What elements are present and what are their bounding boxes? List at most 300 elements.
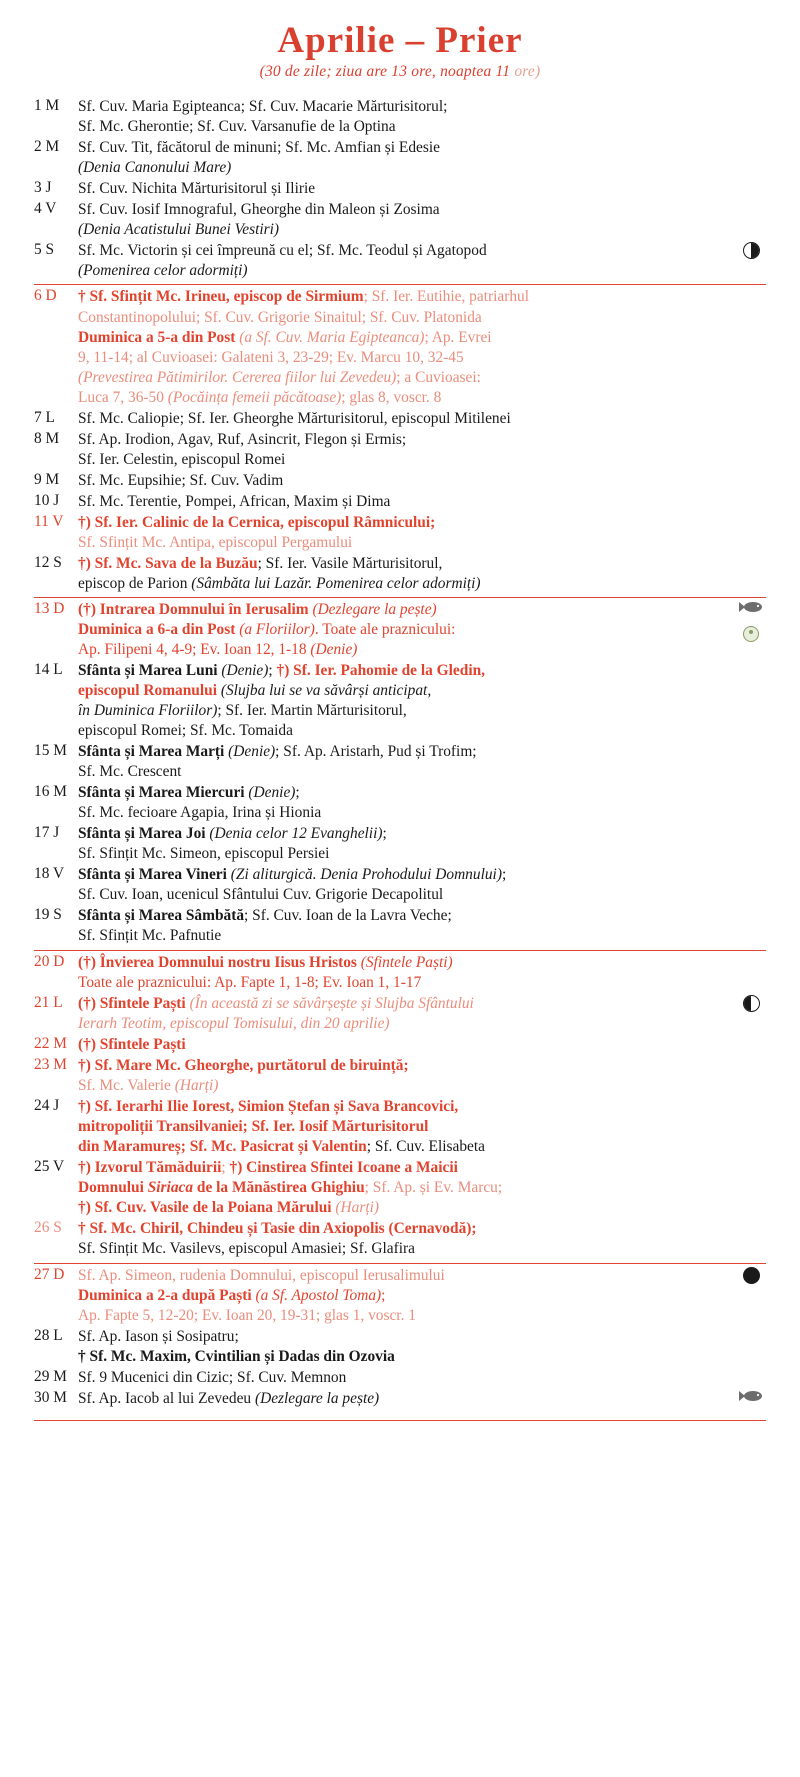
day-icon-cell — [736, 471, 766, 492]
entry-line — [78, 554, 736, 574]
day-entry-text — [78, 742, 736, 783]
entry-segment: Sf. Sfințit Mc. Vasilevs, episcopul Amasiei; Sf. Glafira — [78, 1240, 415, 1258]
entry-segment: (†) Intrarea Domnului în Ierusalim — [78, 601, 313, 619]
entry-segment: (a Floriilor) — [239, 621, 315, 639]
entry-segment: (În această zi se săvârșește și Slujba Sfântului — [189, 995, 474, 1013]
entry-segment: Siriaca — [147, 1179, 197, 1197]
calendar-table — [34, 97, 766, 1410]
day-number: 22 M — [34, 1035, 67, 1053]
calendar-day-row[interactable] — [34, 97, 766, 138]
day-entry-text — [78, 97, 736, 138]
day-entry-text — [78, 1389, 736, 1410]
entry-segment: †) Sf. Cuv. Vasile de la Poiana Mărului — [78, 1199, 336, 1217]
entry-line — [78, 844, 736, 864]
day-entry-text — [78, 953, 736, 994]
day-icon-cell — [736, 865, 766, 906]
entry-segment: de la Mănăstirea Ghighiu — [196, 1179, 365, 1197]
day-number: 4 V — [34, 199, 57, 217]
day-number: 21 L — [34, 994, 63, 1012]
entry-line — [78, 117, 736, 137]
entry-segment: în Duminica Floriilor) — [78, 702, 218, 720]
day-icon-cell — [736, 200, 766, 241]
entry-segment: Sf. Mc. Caliopie; Sf. Ier. Gheorghe Mărturisitorul, episcopul Mitilenei — [78, 409, 511, 427]
entry-line — [78, 158, 736, 178]
subtitle-text: (30 de zile; ziua are 13 ore, noaptea 11 — [259, 62, 515, 80]
entry-line — [78, 600, 736, 620]
entry-line — [78, 471, 736, 491]
entry-segment: Sf. Mc. Valerie — [78, 1077, 175, 1095]
entry-segment: (Sfintele Paști) — [360, 953, 453, 971]
day-entry-text — [78, 200, 736, 241]
entry-segment: din Maramureș; Sf. Mc. Pasicrat și Valentin — [78, 1138, 367, 1156]
day-icon-cell — [736, 1056, 766, 1097]
day-entry-text — [78, 661, 736, 742]
day-icon-cell — [736, 1368, 766, 1389]
entry-segment: (†) Sfintele Paști — [78, 995, 190, 1013]
day-icon-cell — [736, 1097, 766, 1158]
entry-line — [78, 1306, 736, 1326]
entry-segment: ; — [221, 1159, 230, 1177]
day-icon-cell — [736, 97, 766, 138]
day-entry-text — [78, 409, 736, 430]
day-icon-cell — [736, 179, 766, 200]
entry-line — [78, 1266, 736, 1286]
entry-line — [78, 241, 736, 261]
day-icon-cell — [736, 1327, 766, 1368]
separator-rule — [34, 597, 766, 598]
entry-segment: Ap. Fapte 5, 12-20; Ev. Ioan 20, 19-31; glas 1, voscr. 1 — [78, 1306, 416, 1324]
calendar-day-row[interactable] — [34, 1266, 766, 1327]
entry-segment: Sf. Ap. Simeon, rudenia Domnului, episcopul Ierusalimului — [78, 1266, 445, 1284]
entry-segment: Luca 7, 36-50 — [78, 388, 168, 406]
entry-segment: Sfânta și Marea Vineri — [78, 866, 231, 884]
fish-icon — [739, 601, 763, 613]
day-icon-cell — [736, 1158, 766, 1219]
calendar-day-row[interactable] — [34, 1056, 766, 1097]
day-entry-text — [78, 179, 736, 200]
day-icon-cell — [736, 824, 766, 865]
day-icon-cell — [736, 1219, 766, 1260]
entry-segment: (Denia Canonului Mare) — [78, 158, 232, 176]
entry-line — [78, 138, 736, 158]
entry-segment: Sfânta și Marea Sâmbătă — [78, 907, 245, 925]
entry-line — [78, 1286, 736, 1306]
entry-segment: Sf. Mc. Gherontie; Sf. Cuv. Varsanufie de la Optina — [78, 117, 396, 135]
entry-segment: Sfânta și Marea Marți — [78, 743, 229, 761]
entry-segment: episcopul Romanului — [78, 682, 221, 700]
day-entry-text — [78, 906, 736, 947]
entry-segment: Sf. Ap. Irodion, Agav, Ruf, Asincrit, Flegon și Ermis; — [78, 430, 407, 448]
entry-segment: ; glas 8, voscr. 8 — [341, 388, 442, 406]
entry-segment: (a Sf. Apostol Toma) — [255, 1286, 382, 1304]
day-number: 24 J — [34, 1097, 60, 1115]
subtitle-text-faded: ore) — [514, 62, 541, 80]
separator-rule — [34, 950, 766, 951]
entry-segment: (Zi aliturgică. Denia Prohodului Domnului) — [230, 866, 502, 884]
day-number: 17 J — [34, 824, 60, 842]
entry-segment: (†) Sfintele Paști — [78, 1036, 186, 1054]
day-entry-text — [78, 783, 736, 824]
entry-line — [78, 308, 736, 328]
entry-segment: ; Ap. Evrei — [424, 328, 492, 346]
page-title — [34, 22, 766, 61]
fish-icon — [739, 1390, 763, 1402]
moon-phase-icon — [743, 995, 760, 1012]
day-number: 28 L — [34, 1326, 63, 1344]
day-icon-cell — [736, 138, 766, 179]
day-icon-cell — [736, 661, 766, 742]
entry-segment: Ierarh Teotim, episcopul Tomisului, din 20 aprilie) — [78, 1015, 390, 1033]
entry-segment: Sf. Mc. Eupsihie; Sf. Cuv. Vadim — [78, 471, 284, 489]
day-icon-cell — [736, 783, 766, 824]
entry-line — [78, 179, 736, 199]
calendar-day-row[interactable] — [34, 430, 766, 471]
entry-segment: (Harți) — [335, 1199, 380, 1217]
day-number: 19 S — [34, 906, 62, 924]
entry-segment: Sf. Cuv. Nichita Mărturisitorul și Ilirie — [78, 179, 316, 197]
day-entry-text — [78, 513, 736, 554]
entry-line — [78, 994, 736, 1014]
entry-line — [78, 97, 736, 117]
entry-line — [78, 409, 736, 429]
calendar-day-row[interactable] — [34, 179, 766, 200]
entry-segment: Sf. Sfințit Mc. Simeon, episcopul Persiei — [78, 845, 330, 863]
day-number: 16 M — [34, 783, 67, 801]
entry-segment: episcop de Parion — [78, 574, 192, 592]
entry-segment: (Denia celor 12 Evanghelii) — [209, 825, 383, 843]
entry-segment: Sf. Cuv. Tit, făcătorul de minuni; Sf. Mc. Amfian și Edesie — [78, 138, 440, 156]
entry-line — [78, 1056, 736, 1076]
entry-line — [78, 906, 736, 926]
entry-segment: Sf. Ier. Celestin, episcopul Romei — [78, 450, 286, 468]
entry-line — [78, 220, 736, 240]
entry-segment: †) Sf. Mare Mc. Gheorghe, purtătorul de biruință; — [78, 1057, 409, 1075]
entry-segment: Duminica a 5-a din Post — [78, 328, 240, 346]
calendar-day-row[interactable] — [34, 1389, 766, 1410]
entry-segment: Sf. Mc. Victorin și cei împreună cu el; Sf. Mc. Teodul și Agatopod — [78, 241, 487, 259]
entry-segment: Toate ale praznicului: Ap. Fapte 1, 1-8; Ev. Ioan 1, 1-17 — [78, 974, 422, 991]
day-number: 9 M — [34, 470, 60, 488]
entry-segment: Duminica a 6-a din Post — [78, 621, 240, 639]
entry-segment: †) Sf. Mc. Sava de la Buzău — [78, 554, 258, 572]
entry-segment: ; Sf. Ier. Martin Mărturisitorul, — [217, 702, 407, 720]
bottom-rule — [34, 1420, 766, 1421]
calendar-day-row[interactable] — [34, 783, 766, 824]
entry-line — [78, 1368, 736, 1388]
entry-line — [78, 681, 736, 701]
calendar-day-row[interactable] — [34, 824, 766, 865]
entry-line — [78, 953, 736, 973]
calendar-day-row[interactable] — [34, 865, 766, 906]
entry-segment: † Sf. Sfințit Mc. Irineu, episcop de Sirmium — [78, 288, 364, 306]
entry-line — [78, 1076, 736, 1096]
calendar-day-row[interactable] — [34, 471, 766, 492]
day-icon-cell — [736, 906, 766, 947]
calendar-day-row[interactable] — [34, 513, 766, 554]
calendar-day-row[interactable] — [34, 200, 766, 241]
day-icon-cell — [736, 492, 766, 513]
day-entry-text — [78, 1219, 736, 1260]
entry-segment: Sf. Cuv. Maria Egipteanca; Sf. Cuv. Macarie Mărturisitorul; — [78, 97, 448, 115]
entry-segment: Sf. Cuv. Iosif Imnograful, Gheorghe din Maleon și Zosima — [78, 200, 440, 218]
separator-rule — [34, 284, 766, 285]
calendar-day-row[interactable] — [34, 409, 766, 430]
day-icon-cell — [736, 513, 766, 554]
calendar-day-row[interactable] — [34, 742, 766, 783]
separator-rule — [34, 1263, 766, 1264]
entry-segment: (Harți) — [174, 1077, 219, 1095]
entry-line — [78, 620, 736, 640]
entry-segment: ; Sf. Cuv. Ioan de la Lavra Veche; — [244, 907, 452, 925]
day-number: 13 D — [34, 600, 65, 618]
entry-segment: ; Sf. Cuv. Elisabeta — [366, 1138, 485, 1156]
entry-line — [78, 926, 736, 946]
entry-line — [78, 783, 736, 803]
calendar-day-row[interactable] — [34, 1035, 766, 1056]
entry-line — [78, 574, 736, 594]
entry-line — [78, 1097, 736, 1117]
day-entry-text — [78, 865, 736, 906]
entry-segment: ; — [268, 662, 277, 680]
day-icon-cell — [736, 430, 766, 471]
entry-segment: Sf. Mc. Terentie, Pompei, African, Maxim și Dima — [78, 492, 391, 510]
day-entry-text — [78, 287, 736, 408]
entry-line — [78, 513, 736, 533]
entry-line — [78, 973, 736, 993]
day-number: 2 M — [34, 137, 60, 155]
entry-line — [78, 1389, 736, 1409]
entry-segment: ; — [382, 825, 387, 843]
day-entry-text — [78, 241, 736, 282]
entry-line — [78, 640, 736, 660]
day-icon-cell — [736, 409, 766, 430]
title-month: Aprilie — [277, 20, 396, 61]
entry-line — [78, 388, 736, 408]
day-entry-text — [78, 1327, 736, 1368]
entry-segment: (a Sf. Cuv. Maria Egipteanca) — [239, 328, 425, 346]
entry-segment: Sf. Sfințit Mc. Antipa, episcopul Pergamului — [78, 533, 353, 551]
entry-line — [78, 1198, 736, 1218]
day-entry-text — [78, 492, 736, 513]
calendar-day-row[interactable] — [34, 1368, 766, 1389]
entry-segment: (Denie) — [221, 662, 269, 680]
moon-phase-icon — [743, 1267, 760, 1284]
entry-segment: ; Sf. Ap. și Ev. Marcu; — [364, 1179, 503, 1197]
entry-segment: Sf. Mc. Crescent — [78, 763, 182, 781]
calendar-body — [34, 97, 766, 1410]
day-entry-text — [78, 1056, 736, 1097]
day-number: 12 S — [34, 553, 62, 571]
entry-line — [78, 742, 736, 762]
day-entry-text — [78, 1158, 736, 1219]
entry-segment: ; Sf. Ier. Vasile Mărturisitorul, — [257, 554, 443, 572]
entry-segment: †) Izvorul Tămăduirii — [78, 1159, 222, 1177]
day-number: 25 V — [34, 1158, 65, 1176]
calendar-day-row[interactable] — [34, 554, 766, 595]
entry-line — [78, 1178, 736, 1198]
day-number: 8 M — [34, 429, 60, 447]
day-icon-cell — [736, 953, 766, 994]
entry-segment: ; — [381, 1286, 386, 1304]
day-number: 5 S — [34, 240, 55, 258]
entry-line — [78, 1347, 736, 1367]
day-number: 14 L — [34, 661, 63, 679]
entry-line — [78, 200, 736, 220]
entry-line — [78, 492, 736, 512]
entry-segment: 9, 11-14; al Cuvioasei: Galateni 3, 23-29; Ev. Marcu 10, 32-45 — [78, 348, 464, 366]
day-number: 6 D — [34, 287, 57, 305]
calendar-day-row[interactable] — [34, 1158, 766, 1219]
entry-segment: Constantinopolului; Sf. Cuv. Grigorie Sinaitul; Sf. Cuv. Platonida — [78, 308, 482, 326]
day-entry-text — [78, 1035, 736, 1056]
day-entry-text — [78, 430, 736, 471]
entry-segment: Sf. Mc. fecioare Agapia, Irina și Hionia — [78, 804, 322, 822]
day-icon-cell — [736, 742, 766, 783]
entry-line — [78, 1035, 736, 1055]
entry-segment: ; — [501, 866, 507, 884]
moon-phase-icon — [743, 242, 760, 259]
entry-line — [78, 865, 736, 885]
day-entry-text — [78, 1097, 736, 1158]
day-number: 1 M — [34, 96, 60, 114]
entry-line — [78, 1137, 736, 1157]
calendar-day-row[interactable] — [34, 906, 766, 947]
entry-line — [78, 762, 736, 782]
entry-line — [78, 661, 736, 681]
day-icon-cell — [736, 554, 766, 595]
entry-segment: † Sf. Mc. Chiril, Chindeu și Tasie din Axiopolis (Cernavodă); — [78, 1220, 477, 1238]
entry-line — [78, 803, 736, 823]
entry-segment: Sfânta și Marea Miercuri — [78, 784, 249, 802]
entry-segment: Sf. Cuv. Ioan, ucenicul Sfântului Cuv. Grigorie Decapolitul — [78, 886, 444, 904]
calendar-day-row[interactable] — [34, 661, 766, 742]
day-entry-text — [78, 994, 736, 1035]
entry-segment: Duminica a 2-a după Paști — [78, 1286, 256, 1304]
day-entry-text — [78, 138, 736, 179]
day-number: 27 D — [34, 1265, 65, 1283]
entry-line — [78, 368, 736, 388]
day-icon-cell — [736, 994, 766, 1035]
calendar-day-row[interactable] — [34, 953, 766, 994]
calendar-day-row[interactable] — [34, 600, 766, 661]
day-number: 18 V — [34, 865, 65, 883]
entry-segment: (Pocăința femeii păcătoase) — [167, 388, 342, 406]
calendar-day-row[interactable] — [34, 492, 766, 513]
day-number: 7 L — [34, 408, 55, 426]
entry-line — [78, 287, 736, 307]
calendar-day-row[interactable] — [34, 994, 766, 1035]
day-number: 20 D — [34, 952, 65, 970]
day-icon-cell — [736, 287, 766, 408]
entry-segment: Sfânta și Marea Luni — [78, 662, 222, 680]
entry-line — [78, 1117, 736, 1137]
entry-segment: (Dezlegare la pește) — [312, 601, 437, 619]
entry-line — [78, 1158, 736, 1178]
entry-segment: (Sâmbăta lui Lazăr. Pomenirea celor adormiți) — [191, 574, 481, 592]
entry-segment: †) Sf. Ier. Pahomie de la Gledin, — [276, 662, 486, 680]
day-number: 15 M — [34, 742, 67, 760]
entry-line — [78, 450, 736, 470]
calendar-day-row[interactable] — [34, 138, 766, 179]
entry-segment: Sf. Ap. Iacob al lui Zevedeu — [78, 1389, 255, 1407]
day-entry-text — [78, 471, 736, 492]
entry-segment: †) Sf. Ier. Calinic de la Cernica, episcopul Râmnicului; — [78, 513, 436, 531]
entry-line — [78, 430, 736, 450]
day-entry-text — [78, 554, 736, 595]
day-number: 23 M — [34, 1056, 67, 1074]
day-icon-cell — [736, 1266, 766, 1327]
day-icon-cell — [736, 600, 766, 661]
entry-segment: (Denia Acatistului Bunei Vestiri) — [78, 220, 280, 238]
entry-segment: † Sf. Mc. Maxim, Cvintilian și Dadas din Ozovia — [78, 1347, 395, 1365]
calendar-day-row[interactable] — [34, 241, 766, 282]
cheese-icon — [743, 626, 759, 642]
entry-segment: Ap. Filipeni 4, 4-9; Ev. Ioan 12, 1-18 — [78, 641, 311, 659]
entry-segment: †) Sf. Ierarhi Ilie Iorest, Simion Ștefan și Sava Brancovici, — [78, 1098, 459, 1116]
entry-segment: ; Sf. Ier. Eutihie, patriarhul — [363, 288, 529, 306]
entry-line — [78, 1327, 736, 1347]
day-number: 3 J — [34, 178, 52, 196]
entry-segment: (Prevestirea Pătimirilor. Cererea fiilor lui Zevedeu) — [78, 368, 397, 386]
entry-segment: . Toate ale praznicului: — [314, 621, 456, 639]
entry-line — [78, 1014, 736, 1034]
entry-line — [78, 261, 736, 281]
entry-segment: Sf. Sfințit Mc. Pafnutie — [78, 927, 222, 945]
day-number: 11 V — [34, 512, 64, 530]
day-number: 29 M — [34, 1367, 67, 1385]
day-entry-text — [78, 1266, 736, 1327]
entry-segment: (Denie) — [248, 784, 296, 802]
entry-line — [78, 824, 736, 844]
calendar-day-row[interactable] — [34, 1219, 766, 1260]
calendar-day-row[interactable] — [34, 1097, 766, 1158]
day-number: 30 M — [34, 1388, 67, 1406]
entry-line — [78, 533, 736, 553]
entry-segment: (Pomenirea celor adormiți) — [78, 261, 248, 279]
entry-segment: (Dezlegare la pește) — [254, 1389, 380, 1407]
entry-segment: mitropoliții Transilvaniei; Sf. Ier. Iosif Mărturisitorul — [78, 1118, 429, 1136]
entry-segment: ; — [295, 784, 300, 802]
day-entry-text — [78, 824, 736, 865]
day-entry-text — [78, 600, 736, 661]
title-dash: – — [405, 20, 426, 61]
calendar-day-row[interactable] — [34, 1327, 766, 1368]
entry-segment: Sfânta și Marea Joi — [78, 825, 210, 843]
page-subtitle — [34, 63, 766, 81]
entry-segment: (Slujba lui se va săvârși anticipat, — [220, 682, 432, 700]
entry-segment: Domnului — [78, 1179, 148, 1197]
entry-line — [78, 328, 736, 348]
entry-segment: †) Cinstirea Sfintei Icoane a Maicii — [229, 1159, 458, 1177]
entry-segment: ; a Cuvioasei: — [396, 368, 481, 386]
entry-segment: (Denie) — [228, 743, 276, 761]
entry-segment: episcopul Romei; Sf. Mc. Tomaida — [78, 722, 293, 740]
day-number: 26 S — [34, 1219, 62, 1237]
entry-segment: Sf. Ap. Iason și Sosipatru; — [78, 1327, 239, 1345]
day-icon-cell — [736, 1389, 766, 1410]
entry-segment: (Denie) — [310, 641, 358, 659]
entry-line — [78, 721, 736, 741]
entry-line — [78, 701, 736, 721]
day-entry-text — [78, 1368, 736, 1389]
entry-line — [78, 1219, 736, 1239]
entry-line — [78, 1239, 736, 1259]
day-icon-cell — [736, 241, 766, 282]
entry-line — [78, 348, 736, 368]
entry-segment: ; Sf. Ap. Aristarh, Pud și Trofim; — [275, 743, 477, 761]
entry-segment: (†) Învierea Domnului nostru Iisus Hristos — [78, 953, 361, 971]
calendar-day-row[interactable] — [34, 287, 766, 408]
